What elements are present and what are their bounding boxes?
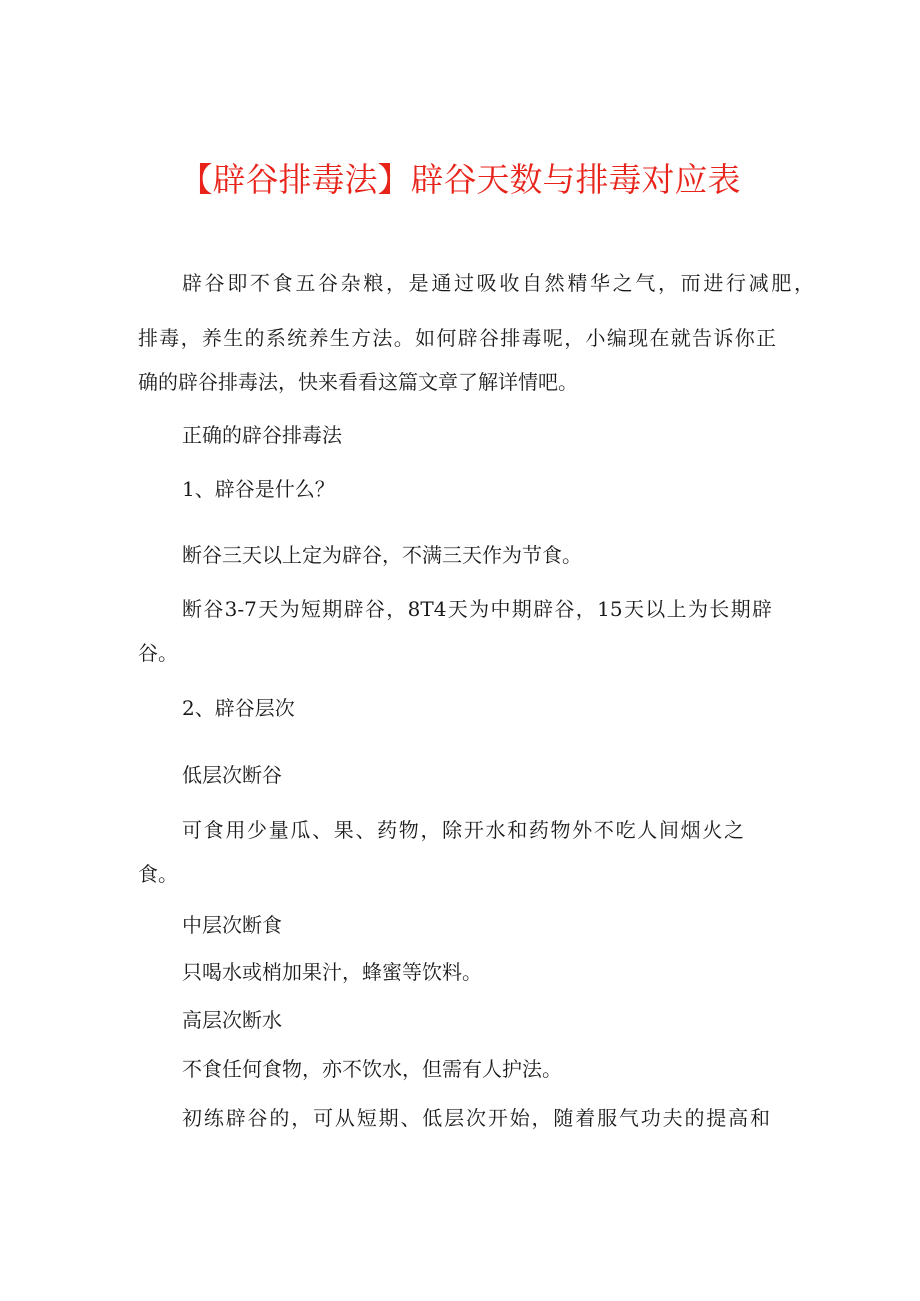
paragraph-line: 食。 bbox=[138, 862, 178, 886]
paragraph-line: 不食任何食物，亦不饮水，但需有人护法。 bbox=[182, 1057, 562, 1081]
paragraph-line: 只喝水或梢加果汁，蜂蜜等饮料。 bbox=[182, 960, 482, 984]
subsection-heading: 低层次断谷 bbox=[182, 763, 282, 787]
section-heading: 1、辟谷是什么？ bbox=[182, 477, 335, 501]
paragraph-line: 断谷三天以上定为辟谷，不满三天作为节食。 bbox=[182, 543, 582, 567]
section-heading: 2、辟谷层次 bbox=[182, 696, 295, 720]
paragraph-line: 排毒，养生的系统养生方法。如何辟谷排毒呢，小编现在就告诉你正 bbox=[138, 326, 776, 350]
document-title: 【辟谷排毒法】辟谷天数与排毒对应表 bbox=[179, 160, 741, 199]
paragraph-line: 可食用少量瓜、果、药物，除开水和药物外不吃人间烟火之 bbox=[182, 818, 744, 842]
subsection-heading: 中层次断食 bbox=[182, 913, 282, 937]
paragraph-line: 初练辟谷的，可从短期、低层次开始，随着服气功夫的提高和 bbox=[182, 1106, 770, 1130]
paragraph-line: 谷。 bbox=[138, 641, 178, 665]
section-heading: 正确的辟谷排毒法 bbox=[182, 423, 342, 447]
subsection-heading: 高层次断水 bbox=[182, 1008, 282, 1032]
paragraph-line: 断谷3-7天为短期辟谷，8T4天为中期辟谷，15天以上为长期辟 bbox=[182, 597, 772, 621]
paragraph-line: 辟谷即不食五谷杂粮，是通过吸收自然精华之气，而进行减肥， bbox=[182, 271, 814, 295]
paragraph-line: 确的辟谷排毒法，快来看看这篇文章了解详情吧。 bbox=[138, 370, 578, 394]
